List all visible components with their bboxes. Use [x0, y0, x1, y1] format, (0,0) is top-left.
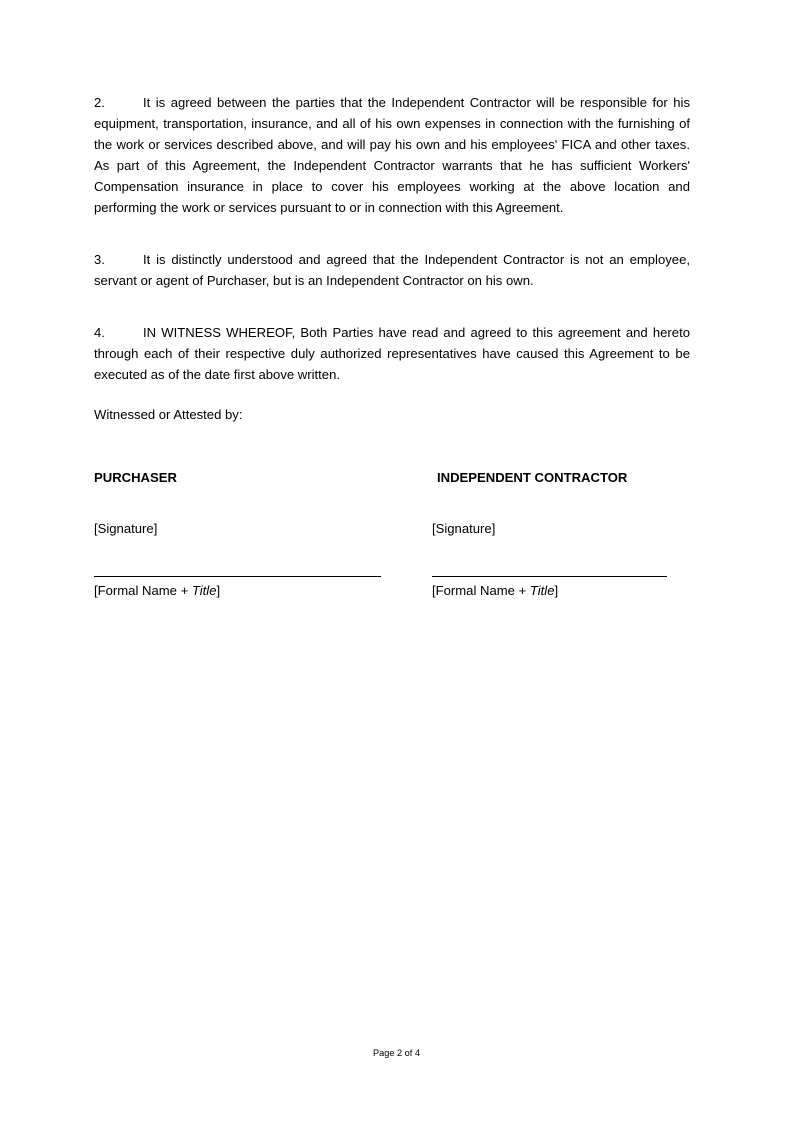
- paragraph-4: [94, 322, 690, 385]
- paragraph-2-number: 2.: [94, 95, 105, 110]
- purchaser-name-title-label: [94, 577, 394, 601]
- signature-section: [94, 404, 690, 598]
- independent-contractor-heading: INDEPENDENT CONTRACTOR: [437, 470, 628, 485]
- paragraph-2: [94, 92, 690, 218]
- purchaser-name-title-italic: Title: [191, 583, 217, 598]
- signature-column-purchaser: [94, 467, 394, 601]
- independent-contractor-signature-placeholder[interactable]: [Signature]: [432, 521, 496, 536]
- witness-attest-label: Witnessed or Attested by:: [94, 407, 243, 422]
- independent-contractor-name-title-italic: Title: [529, 583, 555, 598]
- page-footer: Page 2 of 4: [373, 1048, 420, 1058]
- paragraph-3-text: It is distinctly understood and agreed that the Independent Contractor is not an employee, servant or agent of Purchaser, but is an Independent Contractor on his own.: [94, 252, 690, 288]
- independent-contractor-signature-rule-wrap: [432, 539, 690, 577]
- independent-contractor-name-title-prefix: [Formal Name +: [432, 583, 530, 598]
- independent-contractor-name-title-label: [432, 577, 690, 601]
- purchaser-heading: PURCHASER: [94, 470, 177, 485]
- paragraph-3-number: 3.: [94, 252, 105, 267]
- purchaser-signature-placeholder[interactable]: [Signature]: [94, 521, 158, 536]
- purchaser-signature-rule-wrap: [94, 539, 394, 577]
- purchaser-name-title-prefix: [Formal Name +: [94, 583, 192, 598]
- purchaser-name-title-suffix: ]: [216, 583, 221, 598]
- document-body: [94, 92, 690, 385]
- paragraph-2-text: It is agreed between the parties that the Independent Contractor will be responsible for his equipment, transportation, insurance, and all of his own expenses in connection with the furnishing of the work or services described above, and will pay his own and his employees' FICA and other taxes. As part of this Agreement, the Independent Contractor warrants that he has sufficient Workers' Compensation insurance in place to cover his employees working at the above location and performing the work or services pursuant to or in connection with this Agreement.: [94, 95, 690, 215]
- signature-column-independent-contractor: [432, 467, 690, 601]
- independent-contractor-name-title-suffix: ]: [554, 583, 559, 598]
- paragraph-3: [94, 249, 690, 291]
- paragraph-4-number: 4.: [94, 325, 105, 340]
- paragraph-4-text: IN WITNESS WHEREOF, Both Parties have read and agreed to this agreement and hereto through each of their respective duly authorized representatives have caused this Agreement to be executed as of the date first above written.: [94, 325, 690, 382]
